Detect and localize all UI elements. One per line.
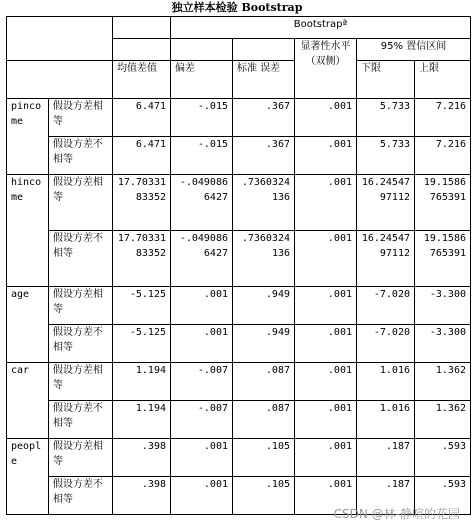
- header-spacer: [233, 39, 295, 61]
- condition-label: 假设方差不相等: [49, 477, 113, 515]
- upper-cell: .593: [415, 439, 471, 477]
- mean-diff-cell: 6.471: [113, 137, 171, 175]
- bias-cell: -.015: [171, 99, 233, 137]
- table-row: [7, 325, 471, 363]
- bias-cell: -.015: [171, 137, 233, 175]
- upper-cell: .593: [415, 477, 471, 515]
- mean-diff-header: 均值差值: [113, 61, 171, 99]
- mean-diff-cell: 17.7033183352: [113, 175, 171, 231]
- sig-cell: .001: [295, 477, 357, 515]
- condition-label: 假设方差相等: [49, 363, 113, 401]
- lower-cell: 1.016: [357, 401, 415, 439]
- lower-cell: 5.733: [357, 137, 415, 175]
- mean-diff-cell: 1.194: [113, 363, 171, 401]
- condition-label: 假设方差不相等: [49, 231, 113, 287]
- sig-cell: .001: [295, 439, 357, 477]
- sig-cell: .001: [295, 325, 357, 363]
- condition-label: 假设方差不相等: [49, 401, 113, 439]
- std-error-cell: .105: [233, 477, 295, 515]
- std-error-cell: .087: [233, 401, 295, 439]
- lower-cell: .187: [357, 439, 415, 477]
- upper-cell: 1.362: [415, 401, 471, 439]
- upper-cell: 7.216: [415, 99, 471, 137]
- bias-cell: .001: [171, 325, 233, 363]
- variable-name: age: [7, 287, 49, 363]
- table-row: [7, 99, 471, 137]
- corner-cell: [7, 17, 113, 61]
- upper-cell: 19.1586765391: [415, 231, 471, 287]
- table-row: [7, 231, 471, 287]
- table-row: [7, 401, 471, 439]
- upper-cell: 19.1586765391: [415, 175, 471, 231]
- bias-cell: .001: [171, 477, 233, 515]
- sig-cell: .001: [295, 99, 357, 137]
- header-spacer: [113, 17, 171, 39]
- std-error-cell: .949: [233, 287, 295, 325]
- lower-cell: 16.2454797112: [357, 175, 415, 231]
- upper-cell: -3.300: [415, 325, 471, 363]
- mean-diff-cell: -5.125: [113, 325, 171, 363]
- lower-cell: 16.2454797112: [357, 231, 415, 287]
- mean-diff-cell: .398: [113, 439, 171, 477]
- condition-label: 假设方差相等: [49, 99, 113, 137]
- corner-cell-bottom: [7, 61, 113, 99]
- condition-label: 假设方差不相等: [49, 137, 113, 175]
- upper-cell: 1.362: [415, 363, 471, 401]
- mean-diff-cell: 17.7033183352: [113, 231, 171, 287]
- bias-header: 偏差: [171, 61, 233, 99]
- upper-cell: -3.300: [415, 287, 471, 325]
- variable-name: hincome: [7, 175, 49, 287]
- sig-header: 显著性水平（双侧）: [295, 39, 357, 99]
- mean-diff-cell: .398: [113, 477, 171, 515]
- bootstrap-table: [6, 16, 471, 515]
- std-error-cell: .105: [233, 439, 295, 477]
- std-error-cell: .949: [233, 325, 295, 363]
- bootstrap-header: Bootstrapª: [171, 17, 471, 39]
- sig-cell: .001: [295, 137, 357, 175]
- lower-cell: .187: [357, 477, 415, 515]
- table-row: [7, 137, 471, 175]
- sig-cell: .001: [295, 287, 357, 325]
- bias-cell: .001: [171, 287, 233, 325]
- std-error-cell: .7360324136: [233, 231, 295, 287]
- watermark: CSDN @林-静喧的花园: [333, 507, 460, 521]
- condition-label: 假设方差不相等: [49, 325, 113, 363]
- lower-cell: -7.020: [357, 325, 415, 363]
- lower-header: 下限: [357, 61, 415, 99]
- lower-cell: 5.733: [357, 99, 415, 137]
- std-error-header: 标准 误差: [233, 61, 295, 99]
- lower-cell: -7.020: [357, 287, 415, 325]
- variable-name: car: [7, 363, 49, 439]
- sig-cell: .001: [295, 231, 357, 287]
- bias-cell: -.0490866427: [171, 231, 233, 287]
- table-row: [7, 175, 471, 231]
- lower-cell: 1.016: [357, 363, 415, 401]
- bias-cell: -.0490866427: [171, 175, 233, 231]
- header-spacer: [113, 39, 171, 61]
- sig-cell: .001: [295, 175, 357, 231]
- header-spacer: [171, 39, 233, 61]
- variable-name: people: [7, 439, 49, 515]
- sig-cell: .001: [295, 363, 357, 401]
- bias-cell: -.007: [171, 363, 233, 401]
- sig-cell: .001: [295, 401, 357, 439]
- table-title: 独立样本检验 Bootstrap: [171, 1, 303, 14]
- std-error-cell: .367: [233, 99, 295, 137]
- variable-name: pincome: [7, 99, 49, 175]
- condition-label: 假设方差相等: [49, 287, 113, 325]
- upper-header: 上限: [415, 61, 471, 99]
- mean-diff-cell: 1.194: [113, 401, 171, 439]
- std-error-cell: .367: [233, 137, 295, 175]
- mean-diff-cell: 6.471: [113, 99, 171, 137]
- condition-label: 假设方差相等: [49, 439, 113, 477]
- upper-cell: 7.216: [415, 137, 471, 175]
- table-row: [7, 363, 471, 401]
- std-error-cell: .7360324136: [233, 175, 295, 231]
- bias-cell: -.007: [171, 401, 233, 439]
- ci-header: 95% 置信区间: [357, 39, 471, 61]
- table-row: [7, 287, 471, 325]
- bias-cell: .001: [171, 439, 233, 477]
- condition-label: 假设方差相等: [49, 175, 113, 231]
- table-row: [7, 439, 471, 477]
- std-error-cell: .087: [233, 363, 295, 401]
- mean-diff-cell: -5.125: [113, 287, 171, 325]
